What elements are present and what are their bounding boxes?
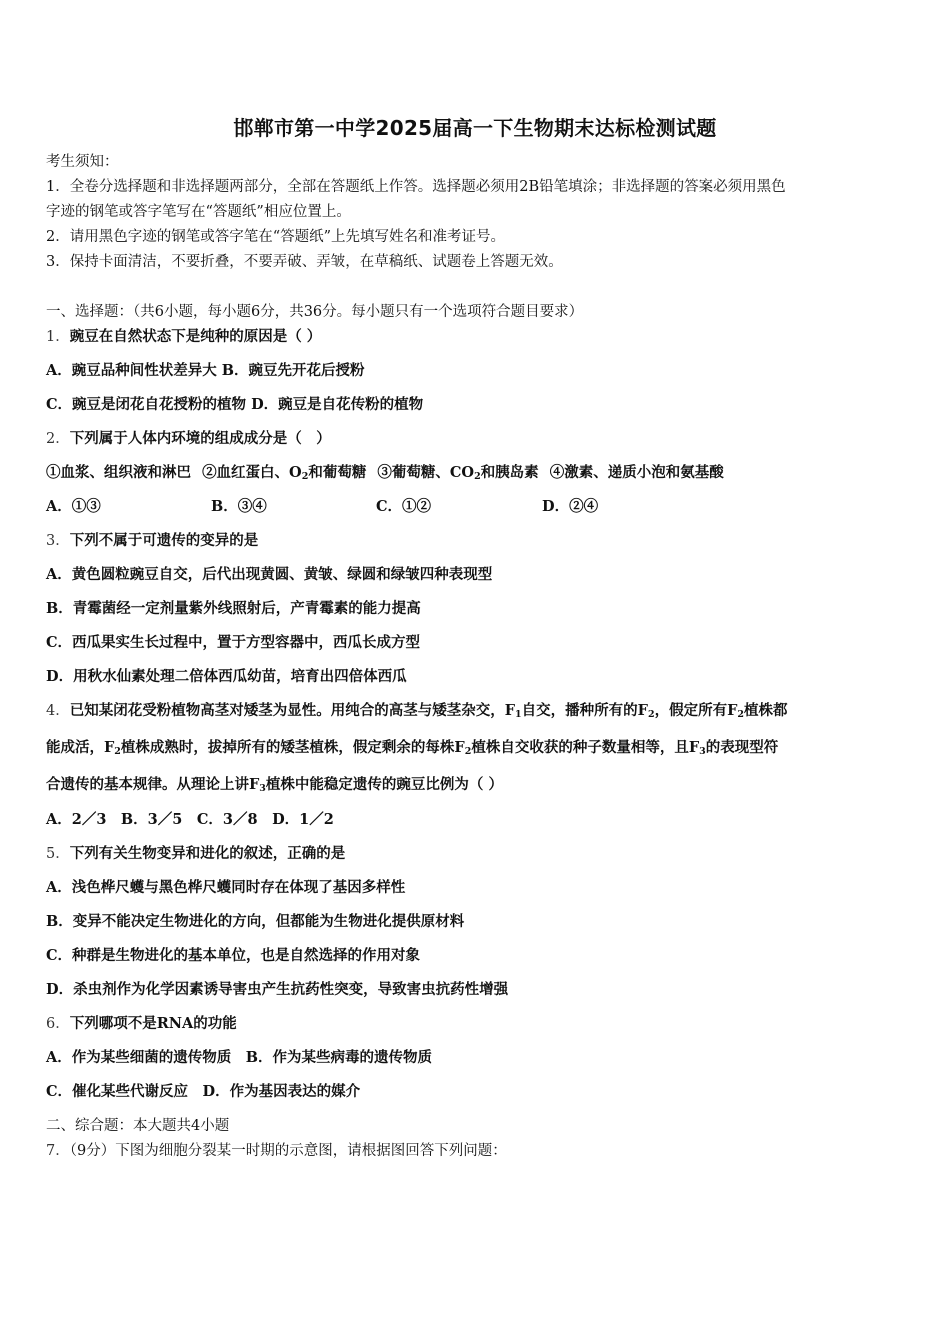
q2-item-1: ①血浆、组织液和淋巴 [46,464,191,481]
q6-options-ab: A．作为某些细菌的遗传物质 B．作为某些病毒的遗传物质 [46,1049,433,1066]
q4-text: ，假定所有F [654,702,738,719]
q4-text: 植株成熟时，拔掉所有的矮茎植株，假定剩余的每株F [120,739,465,756]
q2-items [46,463,906,483]
q5-option-b: B．变异不能决定生物进化的方向，但都能为生物进化提供原材料 [46,913,465,930]
notice-item-1-cont: 字迹的钢笔或答字笔写在“答题纸”相应位置上。 [46,204,351,220]
question-4-line-1 [46,701,906,721]
subscript: 3 [699,746,706,757]
question-3 [46,531,906,551]
q6-options-cd: C．催化某些代谢反应 D．作为基因表达的媒介 [46,1083,361,1100]
q1-options-ab: A．豌豆品种间性状差异大 B．豌豆先开花后授粉 [46,362,365,379]
q2-item-3 [377,464,538,481]
q2-item-3-text: ③葡萄糖、CO [377,464,475,481]
q5-option-c: C．种群是生物进化的基本单位，也是自然选择的作用对象 [46,947,421,964]
section2-heading: 二、综合题：本大题共4小题 [46,1118,230,1134]
question-stem: 下列哪项不是RNA的功能 [69,1015,237,1032]
q3-option-a: A．黄色圆粒豌豆自交，后代出现黄圆、黄皱、绿圆和绿皱四种表现型 [46,566,493,583]
q2-item-4: ④激素、递质小泡和氨基酸 [549,464,724,481]
q1-options-cd: C．豌豆是闭花自花授粉的植物 D．豌豆是自花传粉的植物 [46,396,424,413]
question-2 [46,429,906,449]
subscript: 1 [515,709,522,720]
q2-item-2 [202,464,366,481]
question-6 [46,1014,906,1034]
question-1 [46,327,906,347]
subscript: 2 [647,709,655,720]
subscript: 3 [259,783,266,794]
question-stem: 下列不属于可遗传的变异的是 [69,532,259,549]
question-number: 4． [46,703,70,719]
q4-text: 已知某闭花受粉植物高茎对矮茎为显性。用纯合的高茎与矮茎杂交，F [69,702,516,719]
option-c: C．①② [376,498,432,515]
q4-text: 合遗传的基本规律。从理论上讲F [46,776,260,793]
option-b: B．③④ [211,498,267,515]
q3-option-b: B．青霉菌经一定剂量紫外线照射后，产青霉素的能力提高 [46,600,421,617]
q3-option-c: C．西瓜果实生长过程中，置于方型容器中，西瓜长成方型 [46,634,421,651]
question-stem: 豌豆在自然状态下是纯种的原因是（ ） [69,328,322,345]
subscript: 2 [737,709,744,720]
exam-title: 邯郸市第一中学2025届高一下生物期末达标检测试题 [233,116,717,140]
q4-text: 植株中能稳定遗传的豌豆比例为（ ） [265,776,503,793]
notice-item-2: 2．请用黑色字迹的钢笔或答字笔在“答题纸”上先填写姓名和准考证号。 [46,229,506,245]
question-number: 5． [46,846,70,862]
subscript: 2 [114,746,121,757]
notice-item-3: 3．保持卡面清洁，不要折叠，不要弄破、弄皱，在草稿纸、试题卷上答题无效。 [46,254,563,270]
question-number: 7． [46,1143,70,1159]
q5-option-d: D．杀虫剂作为化学因素诱导害虫产生抗药性突变，导致害虫抗药性增强 [46,981,509,998]
question-stem: （9分）下图为细胞分裂某一时期的示意图，请根据图回答下列问题： [69,1143,507,1159]
subscript: 2 [474,471,481,482]
question-stem: 下列有关生物变异和进化的叙述，正确的是 [69,845,346,862]
question-number: 1． [46,329,70,345]
q2-item-3-text-cont: 和胰岛素 [480,464,539,481]
question-7 [46,1141,906,1161]
q4-text: 植株自交收获的种子数量相等，且F [471,739,700,756]
q5-option-a: A．浅色桦尺蠖与黑色桦尺蠖同时存在体现了基因多样性 [46,879,406,896]
section1-heading: 一、选择题：（共6小题，每小题6分，共36分。每小题只有一个选项符合题目要求） [46,304,584,320]
notice-heading: 考生须知： [46,154,119,170]
question-number: 6． [46,1016,70,1032]
notice-item-1: 1．全卷分选择题和非选择题两部分，全部在答题纸上作答。选择题必须用2B铅笔填涂；非选择题的答案必须用黑色 [46,179,786,195]
question-4-line-2 [46,738,906,758]
q4-text: 自交，播种所有的F [521,702,648,719]
option-d: D．②④ [542,498,599,515]
option-a: A．①③ [46,498,101,515]
question-stem: 下列属于人体内环境的组成成分是（ ） [69,430,331,447]
q4-text: 的表现型符 [705,739,779,756]
q3-option-d: D．用秋水仙素处理二倍体西瓜幼苗，培育出四倍体西瓜 [46,668,407,685]
q4-options: A．2／3 B．3／5 C．3／8 D．1／2 [46,811,334,828]
question-number: 3． [46,533,70,549]
question-5 [46,844,906,864]
subscript: 2 [301,471,309,482]
q2-item-2-text-cont: 和葡萄糖 [308,464,367,481]
question-4-line-3 [46,775,906,795]
q2-item-2-text: ②血红蛋白、O [202,464,302,481]
q4-text: 能成活，F [46,739,115,756]
subscript: 2 [464,746,472,757]
q4-text: 植株都 [744,702,788,719]
question-number: 2． [46,431,70,447]
